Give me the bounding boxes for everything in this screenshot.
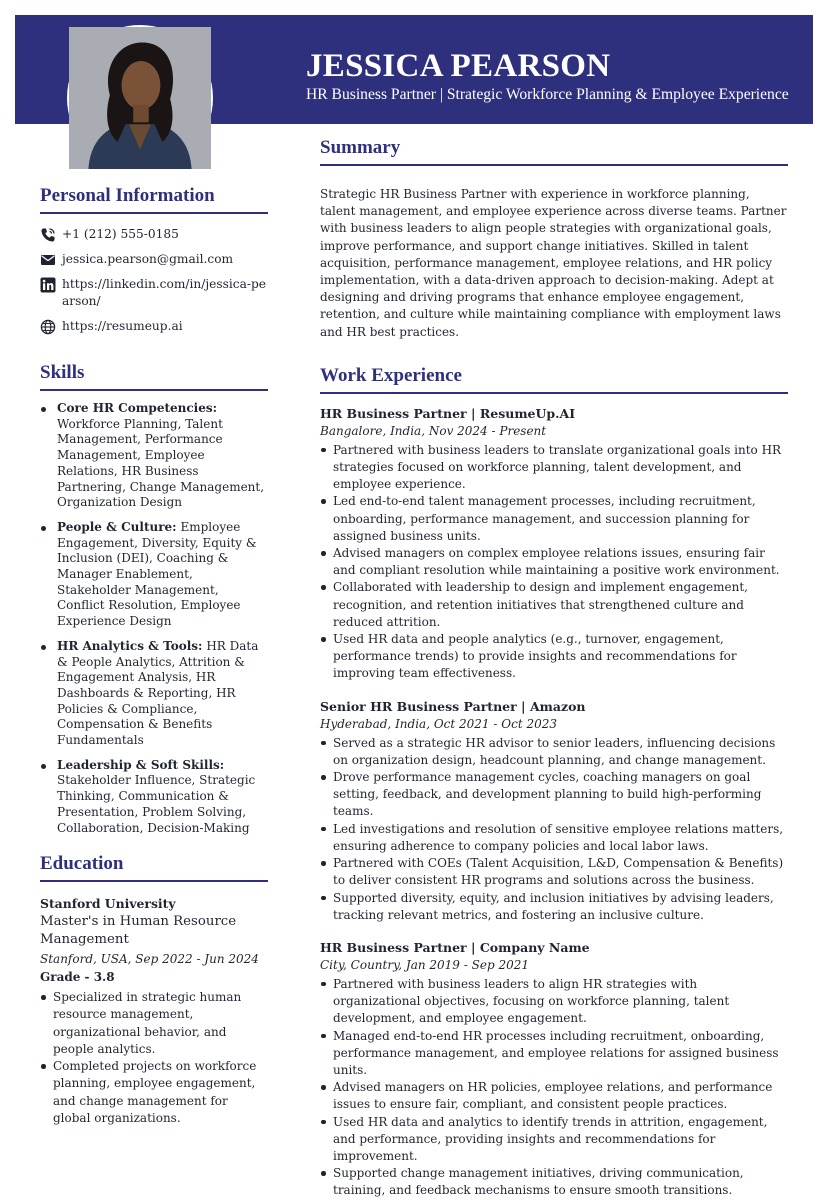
list-item: Advised managers on HR policies, employee relations, and performance issues to ensure fair, compliant, and consistent people practices.: [320, 1079, 788, 1113]
email-icon: [40, 252, 56, 268]
skills-list: [40, 401, 268, 836]
list-item: Partnered with COEs (Talent Acquisition, L&D, Compensation & Benefits) to deliver consistent HR programs and solutions across the business.: [320, 855, 788, 889]
profile-photo: [69, 27, 211, 169]
education-bullets: [40, 989, 268, 1127]
contact-linkedin: [40, 276, 268, 310]
education-meta: Stanford, USA, Sep 2022 - Jun 2024: [40, 952, 259, 967]
list-item: Collaborated with leadership to design and implement engagement, recognition, and retention initiatives that strengthened culture and reduced attrition.: [320, 579, 788, 631]
list-item: Partnered with business leaders to translate organizational goals into HR strategies focused on workforce planning, talent development, and employee experience.: [320, 442, 788, 494]
summary-text: Strategic HR Business Partner with experience in workforce planning, talent management, and employee experience across diverse teams. Partner with business leaders to align people strategies with organizational goals, improve performance, and support change initiatives. Skilled in talent acquisition, performance management, employee relations, and HR policy implementation, with a data-driven approach to decision-making. Adept at designing and driving programs that enhance employee engagement, retention, and culture while maintaining compliance with employment laws and HR best practices.: [320, 187, 787, 339]
right-column: [320, 137, 788, 1200]
skill-item: [40, 758, 268, 837]
skill-text: Employee Engagement, Diversity, Equity & Inclusion (DEI), Coaching & Manager Enablement, Stakeholder Management, Conflict Resolution, Employee Experience Design: [57, 519, 257, 629]
job-title: HR Business Partner | ResumeUp.AI: [320, 405, 576, 421]
linkedin-icon: [40, 277, 56, 293]
phone-text[interactable]: +1 (212) 555-0185: [62, 227, 179, 241]
job-entry: [320, 699, 788, 924]
skill-label: HR Analytics & Tools:: [57, 638, 203, 653]
education-degree: Master's in Human Resource Management: [40, 914, 237, 948]
list-item: Used HR data and people analytics (e.g., turnover, engagement, performance trends) to provide insights and recommendations for improving team effectiveness.: [320, 631, 788, 683]
skill-item: [40, 401, 268, 511]
phone-icon: [40, 227, 56, 243]
left-column: [40, 185, 268, 1127]
list-item: Managed end-to-end HR processes including recruitment, onboarding, performance management, and employee relations for assigned business units.: [320, 1028, 788, 1080]
job-meta: Bangalore, India, Nov 2024 - Present: [320, 423, 547, 438]
job-bullets: [320, 976, 788, 1200]
list-item: Led investigations and resolution of sensitive employee relations matters, ensuring adherence to company policies and local labor laws.: [320, 821, 788, 855]
skills-heading: Skills: [40, 362, 268, 391]
job-entry: [320, 940, 788, 1200]
candidate-headline: HR Business Partner | Strategic Workforce Planning & Employee Experience: [306, 86, 789, 103]
linkedin-text[interactable]: https://linkedin.com/in/jessica-pearson/: [62, 277, 266, 308]
list-item: Used HR data and analytics to identify trends in attrition, engagement, and performance, providing insights and recommendations for improvement.: [320, 1114, 788, 1166]
job-title: HR Business Partner | Company Name: [320, 939, 590, 955]
email-text[interactable]: jessica.pearson@gmail.com: [62, 252, 234, 266]
skill-text: HR Data & People Analytics, Attrition & Engagement Analysis, HR Dashboards & Reporting, HR Policies & Compliance, Compensation & Benefits Fundamentals: [57, 638, 259, 748]
skill-text: Stakeholder Influence, Strategic Thinking, Communication & Presentation, Problem Solving, Collaboration, Decision-Making: [57, 773, 256, 835]
job-bullets: [320, 735, 788, 924]
list-item: Supported change management initiatives, driving communication, training, and feedback mechanisms to ensure smooth transitions.: [320, 1165, 788, 1199]
list-item: Drove performance management cycles, coaching managers on goal setting, feedback, and development planning to build high-performing teams.: [320, 769, 788, 821]
contact-list: [40, 226, 268, 335]
job-entry: [320, 406, 788, 683]
personal-info-heading: Personal Information: [40, 185, 268, 214]
contact-email: [40, 251, 268, 268]
website-text[interactable]: https://resumeup.ai: [62, 319, 183, 333]
skill-item: [40, 520, 268, 630]
skill-item: [40, 639, 268, 749]
list-item: Served as a strategic HR advisor to senior leaders, influencing decisions on organization design, headcount planning, and change management.: [320, 735, 788, 769]
contact-phone: [40, 226, 268, 243]
skill-label: Core HR Competencies:: [57, 401, 218, 415]
skill-label: Leadership & Soft Skills:: [57, 757, 225, 772]
list-item: Partnered with business leaders to align HR strategies with organizational objectives, focusing on workforce planning, talent development, and employee engagement.: [320, 976, 788, 1028]
job-meta: Hyderabad, India, Oct 2021 - Oct 2023: [320, 716, 557, 731]
work-experience-heading: Work Experience: [320, 365, 788, 394]
contact-website: [40, 318, 268, 335]
job-bullets: [320, 442, 788, 683]
job-title: Senior HR Business Partner | Amazon: [320, 698, 586, 714]
list-item: Supported diversity, equity, and inclusion initiatives by advising leaders, tracking relevant metrics, and fostering an inclusive culture.: [320, 890, 788, 924]
candidate-name: JESSICA PEARSON: [306, 48, 611, 84]
skill-text: Workforce Planning, Talent Management, Performance Management, Employee Relations, HR Business Partnering, Change Management, Organization Design: [57, 416, 265, 510]
avatar: [67, 25, 213, 171]
education-heading: Education: [40, 853, 268, 882]
skill-label: People & Culture:: [57, 519, 177, 534]
list-item: Led end-to-end talent management processes, including recruitment, onboarding, performance management, and succession planning for assigned business units.: [320, 493, 788, 545]
education-school: Stanford University: [40, 896, 176, 912]
summary-heading: Summary: [320, 137, 788, 166]
list-item: Completed projects on workforce planning, employee engagement, and change management for global organizations.: [40, 1058, 268, 1127]
list-item: Specialized in strategic human resource management, organizational behavior, and people analytics.: [40, 989, 268, 1058]
education-grade: Grade - 3.8: [40, 970, 115, 985]
list-item: Advised managers on complex employee relations issues, ensuring fair and compliant resolution while maintaining a positive work environment.: [320, 545, 788, 579]
job-meta: City, Country, Jan 2019 - Sep 2021: [320, 957, 529, 972]
globe-icon: [40, 319, 56, 335]
